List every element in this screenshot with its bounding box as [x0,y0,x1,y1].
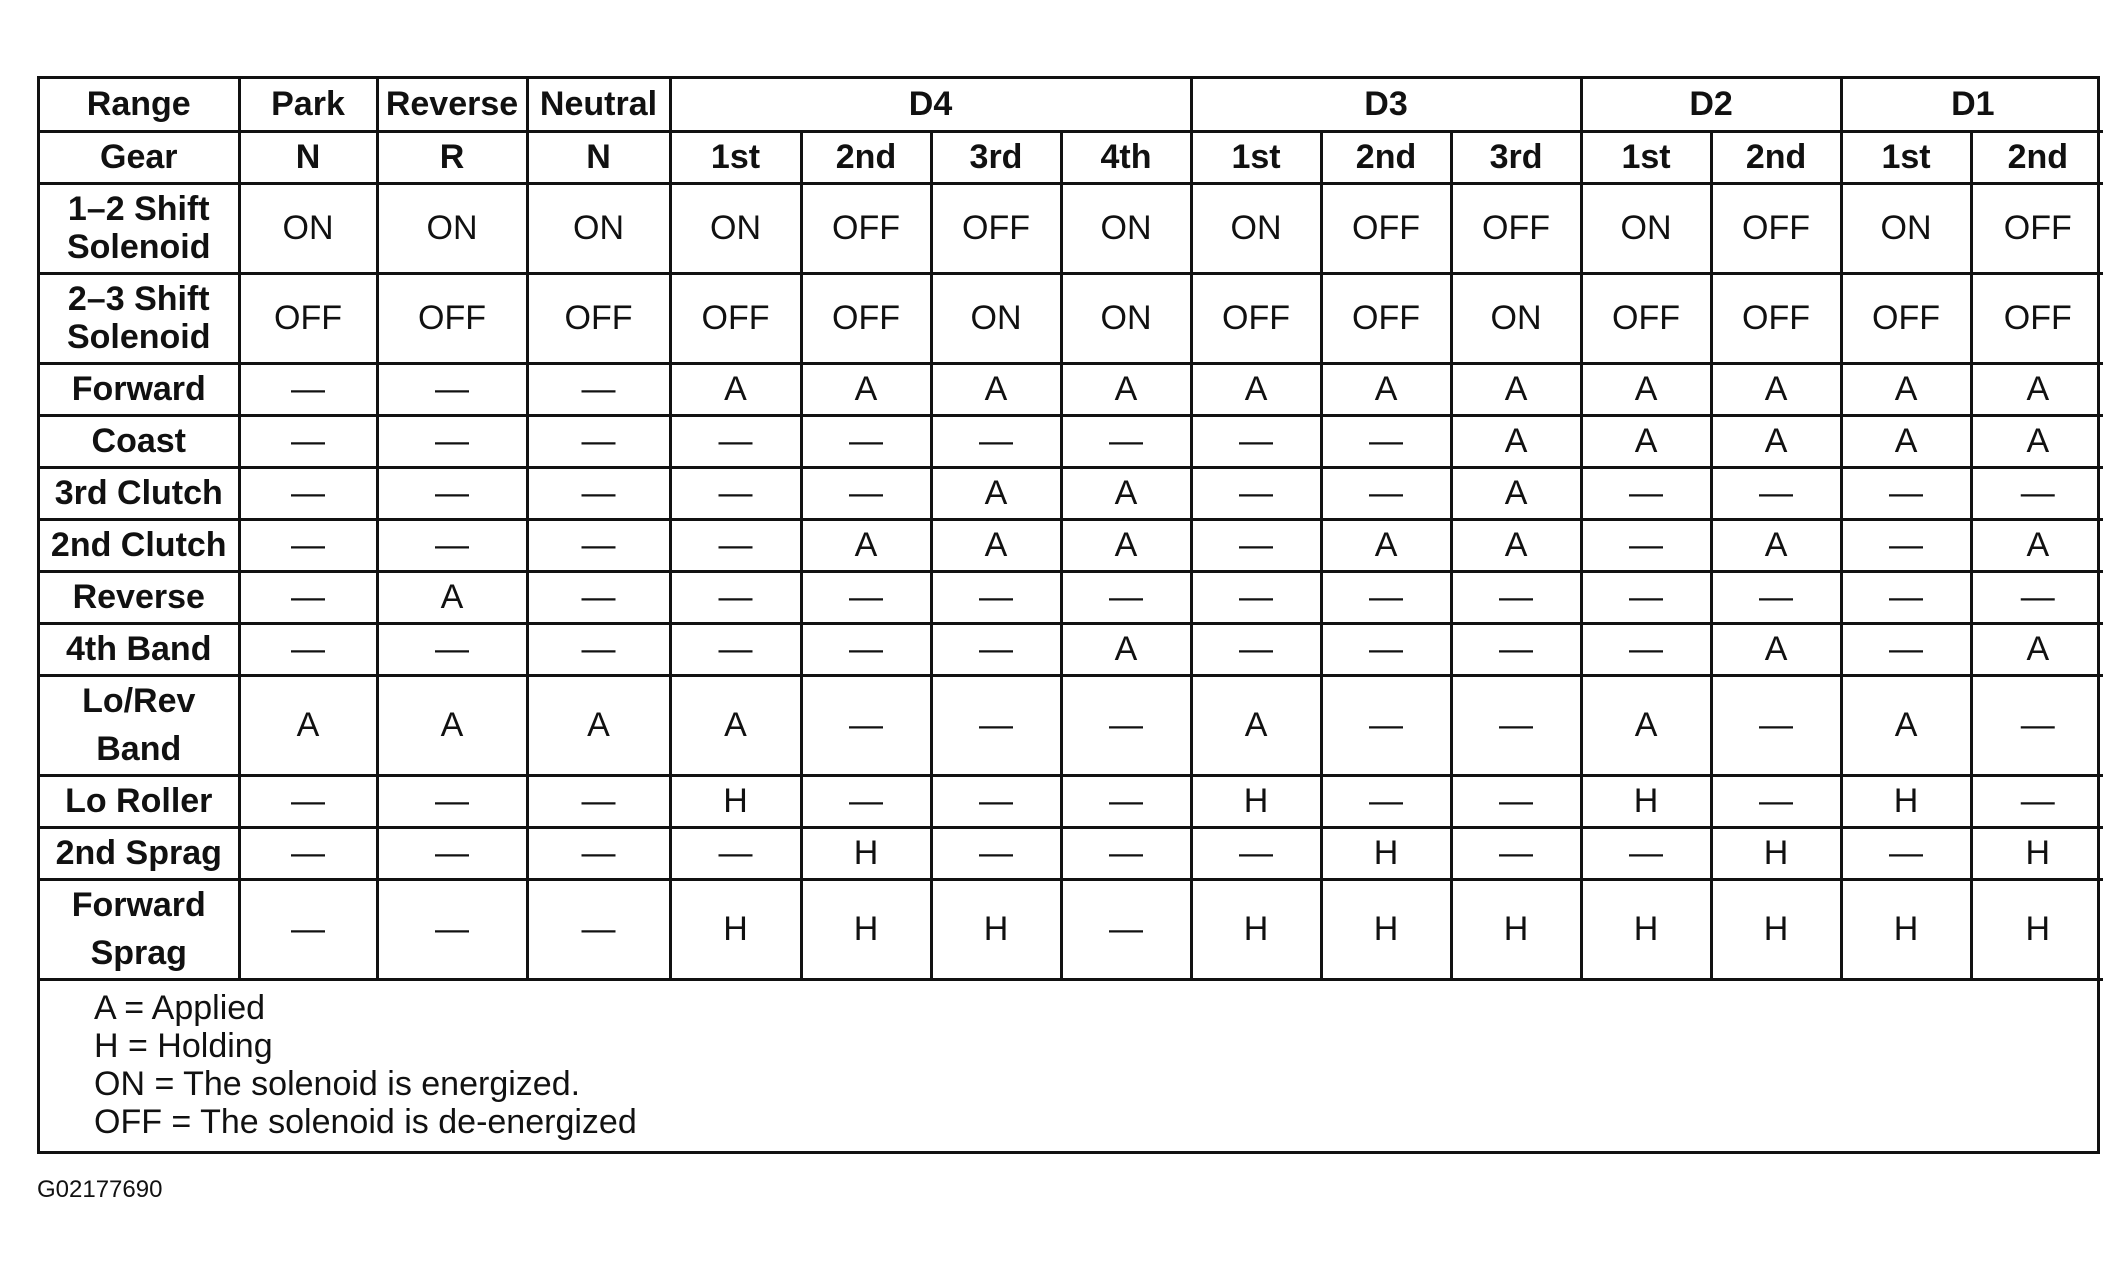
range-d4: D4 [670,79,1191,131]
table-cell: — [527,519,670,571]
table-cell: — [801,467,931,519]
table-cell: — [1711,571,1841,623]
table-cell: A [1191,363,1321,415]
table-cell: — [1321,467,1451,519]
table-cell: — [527,467,670,519]
table-cell: — [1581,519,1711,571]
table-cell: — [1191,519,1321,571]
table-cell: ON [1191,183,1321,273]
row-label [40,623,239,675]
table-cell: OFF [1321,273,1451,363]
row-label-line-1: Lo Roller [65,782,213,820]
figure-id: G02177690 [37,1176,163,1203]
row-label-line-1: Coast [91,422,186,460]
table-cell: A [1061,467,1191,519]
table-cell: — [1971,775,2103,827]
row-label-line-1: Forward [71,886,206,924]
table-cell: A [1451,415,1581,467]
table-cell: — [527,879,670,979]
row-label-line-1: Forward [71,370,206,408]
table-cell: A [1061,519,1191,571]
table-cell: — [1321,775,1451,827]
table-cell: — [801,415,931,467]
table-row [40,363,2103,415]
table-cell: A [377,571,527,623]
table-cell: — [1581,467,1711,519]
table-cell: — [1971,571,2103,623]
gear-cell: R [377,131,527,183]
table-cell: — [1971,467,2103,519]
gear-cell: 2nd [1321,131,1451,183]
table-cell: H [1711,879,1841,979]
table-cell: H [1451,879,1581,979]
table-cell: ON [1841,183,1971,273]
row-label-line-1: Reverse [72,578,205,616]
table-cell: — [239,519,377,571]
row-label [40,363,239,415]
table-cell: ON [239,183,377,273]
table-cell: A [1841,675,1971,775]
row-label [40,415,239,467]
row-label-line-1: 1–2 Shift [67,190,210,228]
table-row [40,571,2103,623]
table-row [40,623,2103,675]
table-cell: A [1711,415,1841,467]
gear-header-row [40,131,2103,183]
table-cell: — [377,879,527,979]
table-cell: ON [670,183,801,273]
table-cell: OFF [1841,273,1971,363]
table-cell: — [670,415,801,467]
row-label [40,467,239,519]
table-cell: H [1841,775,1971,827]
range-header-row [40,79,2103,131]
table-cell: — [801,675,931,775]
table-row [40,675,2103,775]
table-cell: H [1841,879,1971,979]
table-cell: — [1841,519,1971,571]
table-cell: ON [377,183,527,273]
table-cell: — [1581,571,1711,623]
table-cell: A [931,519,1061,571]
table-cell: A [1711,363,1841,415]
table-row [40,415,2103,467]
table-cell: — [377,363,527,415]
row-label-line-2: Solenoid [66,228,211,266]
table-cell: A [801,363,931,415]
table-cell: — [1841,571,1971,623]
gear-cell: 2nd [801,131,931,183]
table-cell: OFF [1971,273,2103,363]
range-d2: D2 [1581,79,1841,131]
row-label [40,183,239,273]
table-cell: — [1711,775,1841,827]
table-row [40,879,2103,979]
table-cell: A [1971,415,2103,467]
table-cell: — [931,775,1061,827]
table-cell: OFF [1711,183,1841,273]
table-cell: A [1191,675,1321,775]
table-cell: — [1841,623,1971,675]
gear-cell: 4th [1061,131,1191,183]
table-cell: — [239,363,377,415]
range-d1: D1 [1841,79,2103,131]
range-d3: D3 [1191,79,1581,131]
table-cell: A [1581,363,1711,415]
table-cell: — [1451,571,1581,623]
table-cell: — [801,571,931,623]
table-cell: — [377,623,527,675]
table-cell: — [1321,623,1451,675]
table-cell: ON [1451,273,1581,363]
table-cell: H [801,879,931,979]
legend [40,981,2097,1151]
table-cell: A [1321,519,1451,571]
table-cell: — [1321,415,1451,467]
table-cell: — [1061,879,1191,979]
legend-applied: A = Applied [94,988,266,1027]
table-cell: A [1321,363,1451,415]
table-cell: — [1451,623,1581,675]
table-cell: — [527,363,670,415]
table-row [40,775,2103,827]
table-cell: — [1191,623,1321,675]
table-cell: OFF [1191,273,1321,363]
table-cell: — [1191,415,1321,467]
table-cell: H [1971,827,2103,879]
table-cell: — [670,623,801,675]
table-cell: — [1711,467,1841,519]
table-cell: H [670,879,801,979]
table-cell: A [239,675,377,775]
gear-cell: 1st [1581,131,1711,183]
table-cell: A [527,675,670,775]
table-cell: H [1321,879,1451,979]
table-cell: A [1711,623,1841,675]
table-cell: OFF [527,273,670,363]
gear-cell: 1st [1191,131,1321,183]
table-cell: OFF [1321,183,1451,273]
table-cell: H [801,827,931,879]
table-cell: — [1191,467,1321,519]
table-cell: — [239,775,377,827]
table-cell: H [1191,879,1321,979]
row-label-line-2: Sprag [90,934,187,972]
table-cell: — [377,467,527,519]
gear-cell: 3rd [1451,131,1581,183]
table-cell: A [1581,415,1711,467]
table-cell: H [1711,827,1841,879]
table-cell: — [1321,571,1451,623]
table-cell: — [670,519,801,571]
table-cell: — [377,415,527,467]
table-cell: — [1061,415,1191,467]
row-label-line-1: 3rd Clutch [54,474,223,512]
table-cell: A [1841,363,1971,415]
gear-cell: 2nd [1971,131,2103,183]
table-cell: OFF [377,273,527,363]
gear-cell: 1st [670,131,801,183]
table-row [40,827,2103,879]
table-row [40,467,2103,519]
table-cell: — [931,827,1061,879]
table-cell: — [670,827,801,879]
table-cell: A [1451,467,1581,519]
table-row [40,519,2103,571]
table-cell: — [527,571,670,623]
table-cell: OFF [1971,183,2103,273]
table-cell: ON [1581,183,1711,273]
table-cell: A [1451,363,1581,415]
table-cell: — [1191,571,1321,623]
table-row [40,183,2103,273]
table-cell: OFF [670,273,801,363]
table-cell: A [1061,363,1191,415]
row-label-line-1: 2nd Sprag [55,834,222,872]
table-cell: ON [527,183,670,273]
table-cell: — [931,675,1061,775]
table-cell: H [1321,827,1451,879]
table-cell: — [1061,675,1191,775]
gear-cell: N [527,131,670,183]
table-cell: OFF [801,183,931,273]
table-cell: — [1451,675,1581,775]
table-cell: — [377,827,527,879]
clutch-application-chart [37,76,2100,1154]
legend-on: ON = The solenoid is energized. [94,1064,581,1103]
row-label-line-2: Band [96,730,182,768]
table-cell: — [527,623,670,675]
gear-label: Gear [40,131,239,183]
table-cell: A [1971,363,2103,415]
table-cell: — [801,623,931,675]
row-label-line-2: Solenoid [66,318,211,356]
table-cell: A [1841,415,1971,467]
table-cell: A [801,519,931,571]
legend-holding: H = Holding [94,1026,273,1065]
table-cell: A [670,675,801,775]
table-cell: — [1321,675,1451,775]
table-cell: — [239,415,377,467]
table-cell: — [1581,827,1711,879]
gear-cell: 1st [1841,131,1971,183]
table-cell: — [1061,827,1191,879]
table-cell: H [1971,879,2103,979]
table-cell: — [377,775,527,827]
row-label-line-1: Lo/Rev [82,682,196,720]
table-cell: — [1191,827,1321,879]
table-cell: — [1971,675,2103,775]
table-cell: H [670,775,801,827]
table-cell: H [1581,879,1711,979]
table-cell: OFF [239,273,377,363]
table-cell: A [1451,519,1581,571]
table-cell: — [1581,623,1711,675]
table-cell: ON [931,273,1061,363]
table-cell: — [1451,827,1581,879]
table-cell: — [239,827,377,879]
table-cell: OFF [801,273,931,363]
table-cell: H [931,879,1061,979]
table-cell: — [670,467,801,519]
table-cell: — [239,467,377,519]
table-cell: ON [1061,273,1191,363]
table-cell: — [1841,467,1971,519]
table-cell: — [1711,675,1841,775]
table-cell: A [670,363,801,415]
table-cell: — [1841,827,1971,879]
table-cell: — [1061,571,1191,623]
legend-off: OFF = The solenoid is de-energized [94,1102,637,1141]
table-cell: — [239,879,377,979]
range-park: Park [239,79,377,131]
table-cell: — [1451,775,1581,827]
table-cell: A [1711,519,1841,571]
row-label-line-1: 2nd Clutch [50,526,227,564]
table-cell: — [527,415,670,467]
table-cell: A [1061,623,1191,675]
table-row [40,273,2103,363]
table-cell: — [931,571,1061,623]
row-label-line-1: 2–3 Shift [67,280,210,318]
row-label [40,775,239,827]
table-cell: OFF [1581,273,1711,363]
row-label [40,879,239,979]
table-cell: — [377,519,527,571]
table-cell: — [527,775,670,827]
row-label [40,675,239,775]
table-cell: ON [1061,183,1191,273]
row-label [40,827,239,879]
table-cell: A [1581,675,1711,775]
row-label-line-1: 4th Band [66,630,212,668]
gear-cell: 2nd [1711,131,1841,183]
table-cell: — [670,571,801,623]
table-cell: — [239,623,377,675]
range-neutral: Neutral [527,79,670,131]
table-cell: H [1191,775,1321,827]
row-label [40,273,239,363]
table-cell: OFF [1711,273,1841,363]
table-cell: H [1581,775,1711,827]
table-cell: — [239,571,377,623]
table-cell: — [931,415,1061,467]
table-cell: — [527,827,670,879]
table-cell: — [1061,775,1191,827]
table-cell: A [931,363,1061,415]
table-cell: A [931,467,1061,519]
application-table [40,79,2103,981]
table-cell: — [931,623,1061,675]
table-cell: OFF [1451,183,1581,273]
table-cell: OFF [931,183,1061,273]
table-cell: A [1971,623,2103,675]
range-label: Range [40,79,239,131]
gear-cell: 3rd [931,131,1061,183]
range-reverse: Reverse [377,79,527,131]
table-cell: — [801,775,931,827]
gear-cell: N [239,131,377,183]
row-label [40,571,239,623]
row-label [40,519,239,571]
table-cell: A [377,675,527,775]
table-cell: A [1971,519,2103,571]
